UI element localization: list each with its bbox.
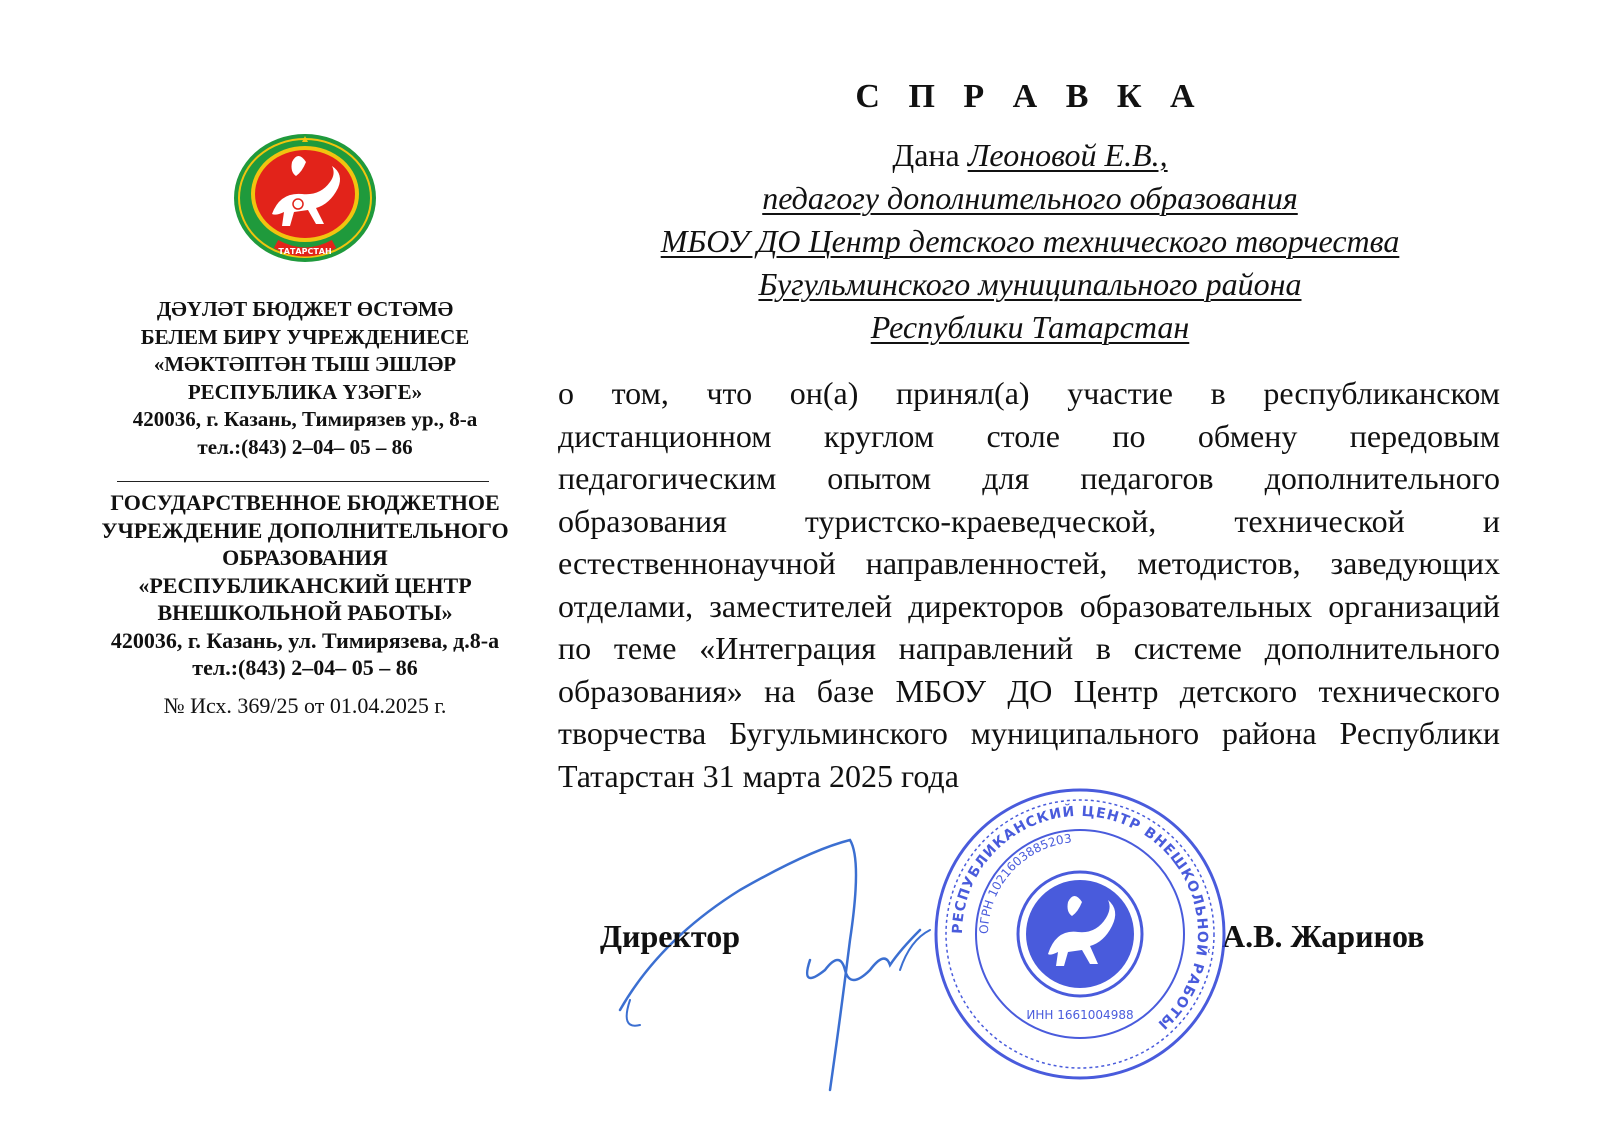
org-address-line: 420036, г. Казань, Тимирязев ур., 8-а [132,407,478,431]
recipient-org-line [560,220,1500,263]
outgoing-reference: № Исх. 369/25 от 01.04.2025 г. [163,693,447,718]
stamp-outer-text: РЕСПУБЛИКАНСКИЙ ЦЕНТР ВНЕШКОЛЬНОЙ РАБОТЫ [949,803,1211,1033]
recipient-district: Бугульминского муниципального района [758,266,1302,302]
recipient-name-line [560,134,1500,177]
org-header-line: ГОСУДАРСТВЕННОЕ БЮДЖЕТНОЕ [110,490,500,515]
org-header-line: РЕСПУБЛИКА ҮЗӘГЕ» [187,379,423,404]
official-stamp [930,784,1230,1084]
recipient-block [560,134,1500,349]
org-header-line: УЧРЕЖДЕНИЕ ДОПОЛНИТЕЛЬНОГО [101,517,509,543]
stamp-ogrn: ОГРН 1021603885203 [976,831,1073,935]
document-title: С П Р А В К А [855,78,1205,115]
org-header-russian [70,489,540,682]
recipient-republic-line [560,306,1500,349]
director-name: А.В. Жаринов [1222,918,1425,954]
recipient-name: Леоновой Е.В., [967,137,1168,173]
org-phone-line: тел.:(843) 2–04– 05 – 86 [197,434,413,459]
recipient-org: МБОУ ДО Центр детского технического творчества [660,223,1400,259]
org-phone-line: тел.:(843) 2–04– 05 – 86 [192,655,418,680]
org-header-line: «РЕСПУБЛИКАНСКИЙ ЦЕНТР [138,572,472,598]
recipient-position-line [560,177,1500,220]
recipient-position: педагогу дополнительного образования [762,180,1298,216]
svg-text:ТАТАРСТАН: ТАТАРСТАН [278,247,332,256]
recipient-district-line [560,263,1500,306]
director-label: Директор [600,918,740,954]
certificate-body: о том, что он(а) принял(а) участие в республиканском дистанционном круглом столе по обмену передовым педагогическим опытом для педагогов дополнительного образования туристско-краеведческой, технической и естественнонаучной направленностей, методистов, заведующих отделами, заместителей директоров образовательных организаций по теме «Интеграция направлений в системе дополнительного образования» на базе МБОУ ДО Центр детского технического творчества Бугульминского муниципального района Республики Татарстан 31 марта 2025 года [558,375,1500,794]
tatarstan-emblem-icon [232,132,378,264]
org-header-line: БЕЛЕМ БИРҮ УЧРЕЖДЕНИЕСЕ [140,324,470,349]
org-header-line: «МӘКТӘПТӘН ТЫШ ЭШЛӘР [153,352,457,376]
org-header-tatar [70,296,540,461]
handwritten-signature [600,820,960,1120]
org-header-line: ОБРАЗОВАНИЯ [222,545,388,570]
recipient-republic: Республики Татарстан [870,309,1190,345]
header-divider [117,481,489,482]
org-address-line: 420036, г. Казань, ул. Тимирязева, д.8-а [110,627,500,653]
issued-prefix: Дана [892,137,968,173]
org-header-line: ДӘҮЛӘТ БЮДЖЕТ ӨСТӘМӘ [156,297,454,321]
stamp-inn: ИНН 1661004988 [1026,1008,1134,1022]
org-header-line: ВНЕШКОЛЬНОЙ РАБОТЫ» [157,600,453,625]
